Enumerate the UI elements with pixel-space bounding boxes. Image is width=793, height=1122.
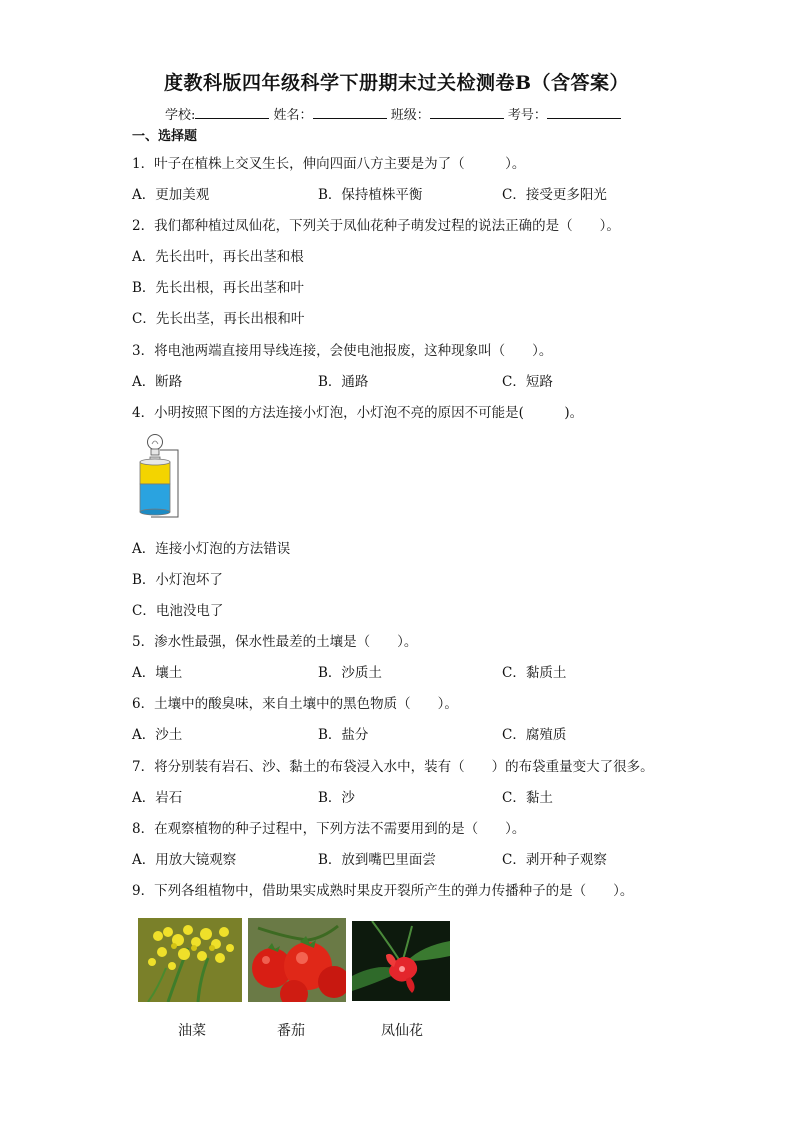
- question-3-option-b[interactable]: B．通路: [318, 374, 369, 390]
- bulb-icon: [148, 435, 163, 450]
- question-3-option-c[interactable]: C．短路: [502, 374, 553, 390]
- question-7-stem: 7．将分别装有岩石、沙、黏土的布袋浸入水中，装有（ ）的布袋重量变大了很多。: [132, 759, 654, 775]
- question-8-stem: 8．在观察植物的种子过程中，下列方法不需要用到的是（ ）。: [132, 821, 526, 837]
- class-blank[interactable]: [430, 106, 504, 119]
- question-9-stem: 9．下列各组植物中，借助果实成熟时果皮开裂所产生的弹力传播种子的是（ ）。: [132, 883, 634, 899]
- caption-tomato: 番茄: [277, 1023, 305, 1039]
- class-label: 班级：: [390, 108, 430, 123]
- rapeseed-photo[interactable]: [138, 918, 242, 1002]
- question-7-option-c[interactable]: C．黏土: [502, 790, 553, 806]
- question-1-option-b[interactable]: B．保持植株平衡: [318, 187, 423, 203]
- question-6-option-a[interactable]: A．沙土: [132, 727, 183, 743]
- question-4-stem: 4．小明按照下图的方法连接小灯泡，小灯泡不亮的原因不可能是( )。: [132, 405, 584, 421]
- school-blank[interactable]: [195, 106, 269, 119]
- question-6-stem: 6．土壤中的酸臭味，来自土壤中的黑色物质（ ）。: [132, 696, 458, 712]
- question-6-option-c[interactable]: C．腐殖质: [502, 727, 567, 743]
- caption-balsam: 凤仙花: [381, 1023, 423, 1039]
- name-label: 姓名：: [273, 108, 313, 123]
- section-heading: 一、选择题: [132, 129, 198, 144]
- question-8-option-c[interactable]: C．剥开种子观察: [502, 852, 607, 868]
- question-1-stem: 1．叶子在植株上交叉生长，伸向四面八方主要是为了（ ）。: [132, 156, 526, 172]
- battery-bulb-diagram: [133, 430, 183, 520]
- question-4-option-a[interactable]: A．连接小灯泡的方法错误: [132, 541, 291, 557]
- question-2-stem: 2．我们都种植过凤仙花，下列关于凤仙花种子萌发过程的说法正确的是（ ）。: [132, 218, 620, 234]
- question-2-option-c[interactable]: C．先长出茎，再长出根和叶: [132, 311, 305, 327]
- question-7-option-b[interactable]: B．沙: [318, 790, 355, 806]
- question-5-option-b[interactable]: B．沙质土: [318, 665, 382, 681]
- number-label: 考号：: [507, 108, 547, 123]
- tomato-photo[interactable]: [248, 918, 346, 1002]
- question-2-option-b[interactable]: B．先长出根，再长出茎和叶: [132, 280, 304, 296]
- question-8-option-a[interactable]: A．用放大镜观察: [132, 852, 237, 868]
- bulb-base: [151, 449, 159, 455]
- question-1-option-c[interactable]: C．接受更多阳光: [502, 187, 607, 203]
- question-8-option-b[interactable]: B．放到嘴巴里面尝: [318, 852, 436, 868]
- question-5-stem: 5．渗水性最强，保水性最差的土壤是（ ）。: [132, 634, 418, 650]
- question-4-option-c[interactable]: C．电池没电了: [132, 603, 224, 619]
- question-5-option-a[interactable]: A．壤土: [132, 665, 183, 681]
- name-blank[interactable]: [313, 106, 387, 119]
- number-blank[interactable]: [547, 106, 621, 119]
- question-3-stem: 3．将电池两端直接用导线连接，会使电池报废，这种现象叫（ ）。: [132, 343, 553, 359]
- caption-rapeseed: 油菜: [178, 1023, 206, 1039]
- question-7-option-a[interactable]: A．岩石: [132, 790, 183, 806]
- battery-bottom-blue: [140, 484, 170, 512]
- school-label: 学校:: [165, 108, 196, 123]
- question-6-option-b[interactable]: B．盐分: [318, 727, 369, 743]
- page-title: 度教科版四年级科学下册期末过关检测卷B（含答案）: [163, 72, 630, 94]
- question-4-option-b[interactable]: B．小灯泡坏了: [132, 572, 223, 588]
- question-5-option-c[interactable]: C．黏质土: [502, 665, 567, 681]
- student-info-line: [165, 104, 621, 123]
- question-3-option-a[interactable]: A．断路: [132, 374, 183, 390]
- balsam-photo[interactable]: [352, 921, 450, 1001]
- question-2-option-a[interactable]: A．先长出叶，再长出茎和根: [132, 249, 304, 265]
- question-1-option-a[interactable]: A．更加美观: [132, 187, 210, 203]
